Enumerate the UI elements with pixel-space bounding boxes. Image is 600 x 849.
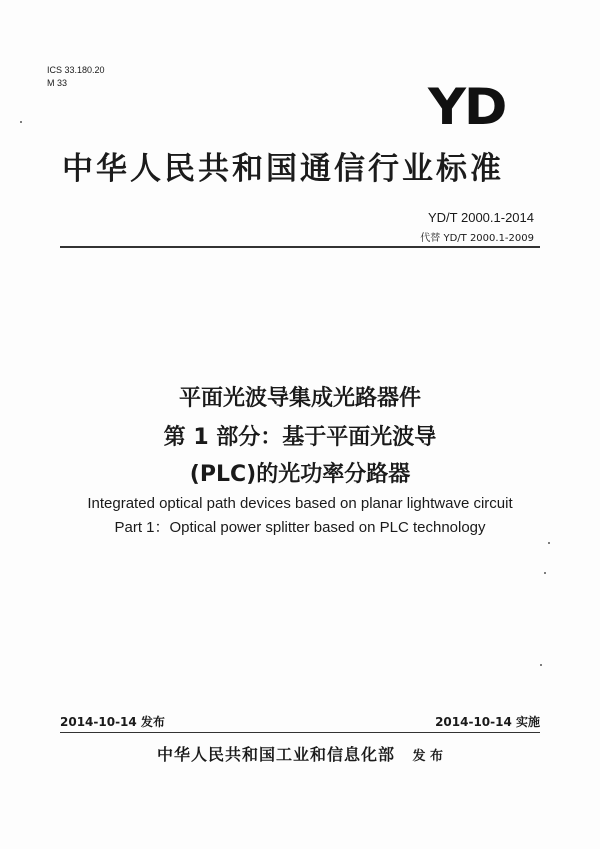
ics-code: ICS 33.180.20 (47, 65, 105, 75)
scan-speck (540, 664, 542, 666)
issuer-suffix: 发 布 (412, 749, 444, 764)
top-divider (60, 246, 540, 248)
title-cn-line2: 第 1 部分：基于平面光波导 (163, 425, 437, 450)
title-en-line1: Integrated optical path devices based on planar lightwave circuit (87, 495, 513, 512)
title-cn-line1: 平面光波导集成光路器件 (178, 386, 421, 411)
publish-date: 2014-10-14 发布 (60, 715, 165, 729)
title-cn-line3: (PLC)的光功率分路器 (189, 462, 411, 487)
implement-date: 2014-10-14 实施 (435, 715, 540, 729)
standard-code: YD/T 2000.1-2014 (428, 210, 534, 225)
issuer-name: 中华人民共和国工业和信息化部 (156, 745, 395, 764)
yd-logo: YD (428, 78, 506, 136)
title-en-line2: Part 1：Optical power splitter based on PLC technology (114, 519, 486, 536)
bottom-divider (60, 732, 540, 733)
scan-speck (548, 542, 550, 544)
org-title: 中华人民共和国通信行业标准 (62, 151, 504, 187)
scan-speck (20, 121, 22, 123)
issuer-line (0, 742, 600, 765)
classification-block (47, 64, 105, 90)
scan-speck (544, 572, 546, 574)
replaces-note: 代替 YD/T 2000.1-2009 (420, 233, 534, 244)
category-code: M 33 (47, 78, 68, 88)
